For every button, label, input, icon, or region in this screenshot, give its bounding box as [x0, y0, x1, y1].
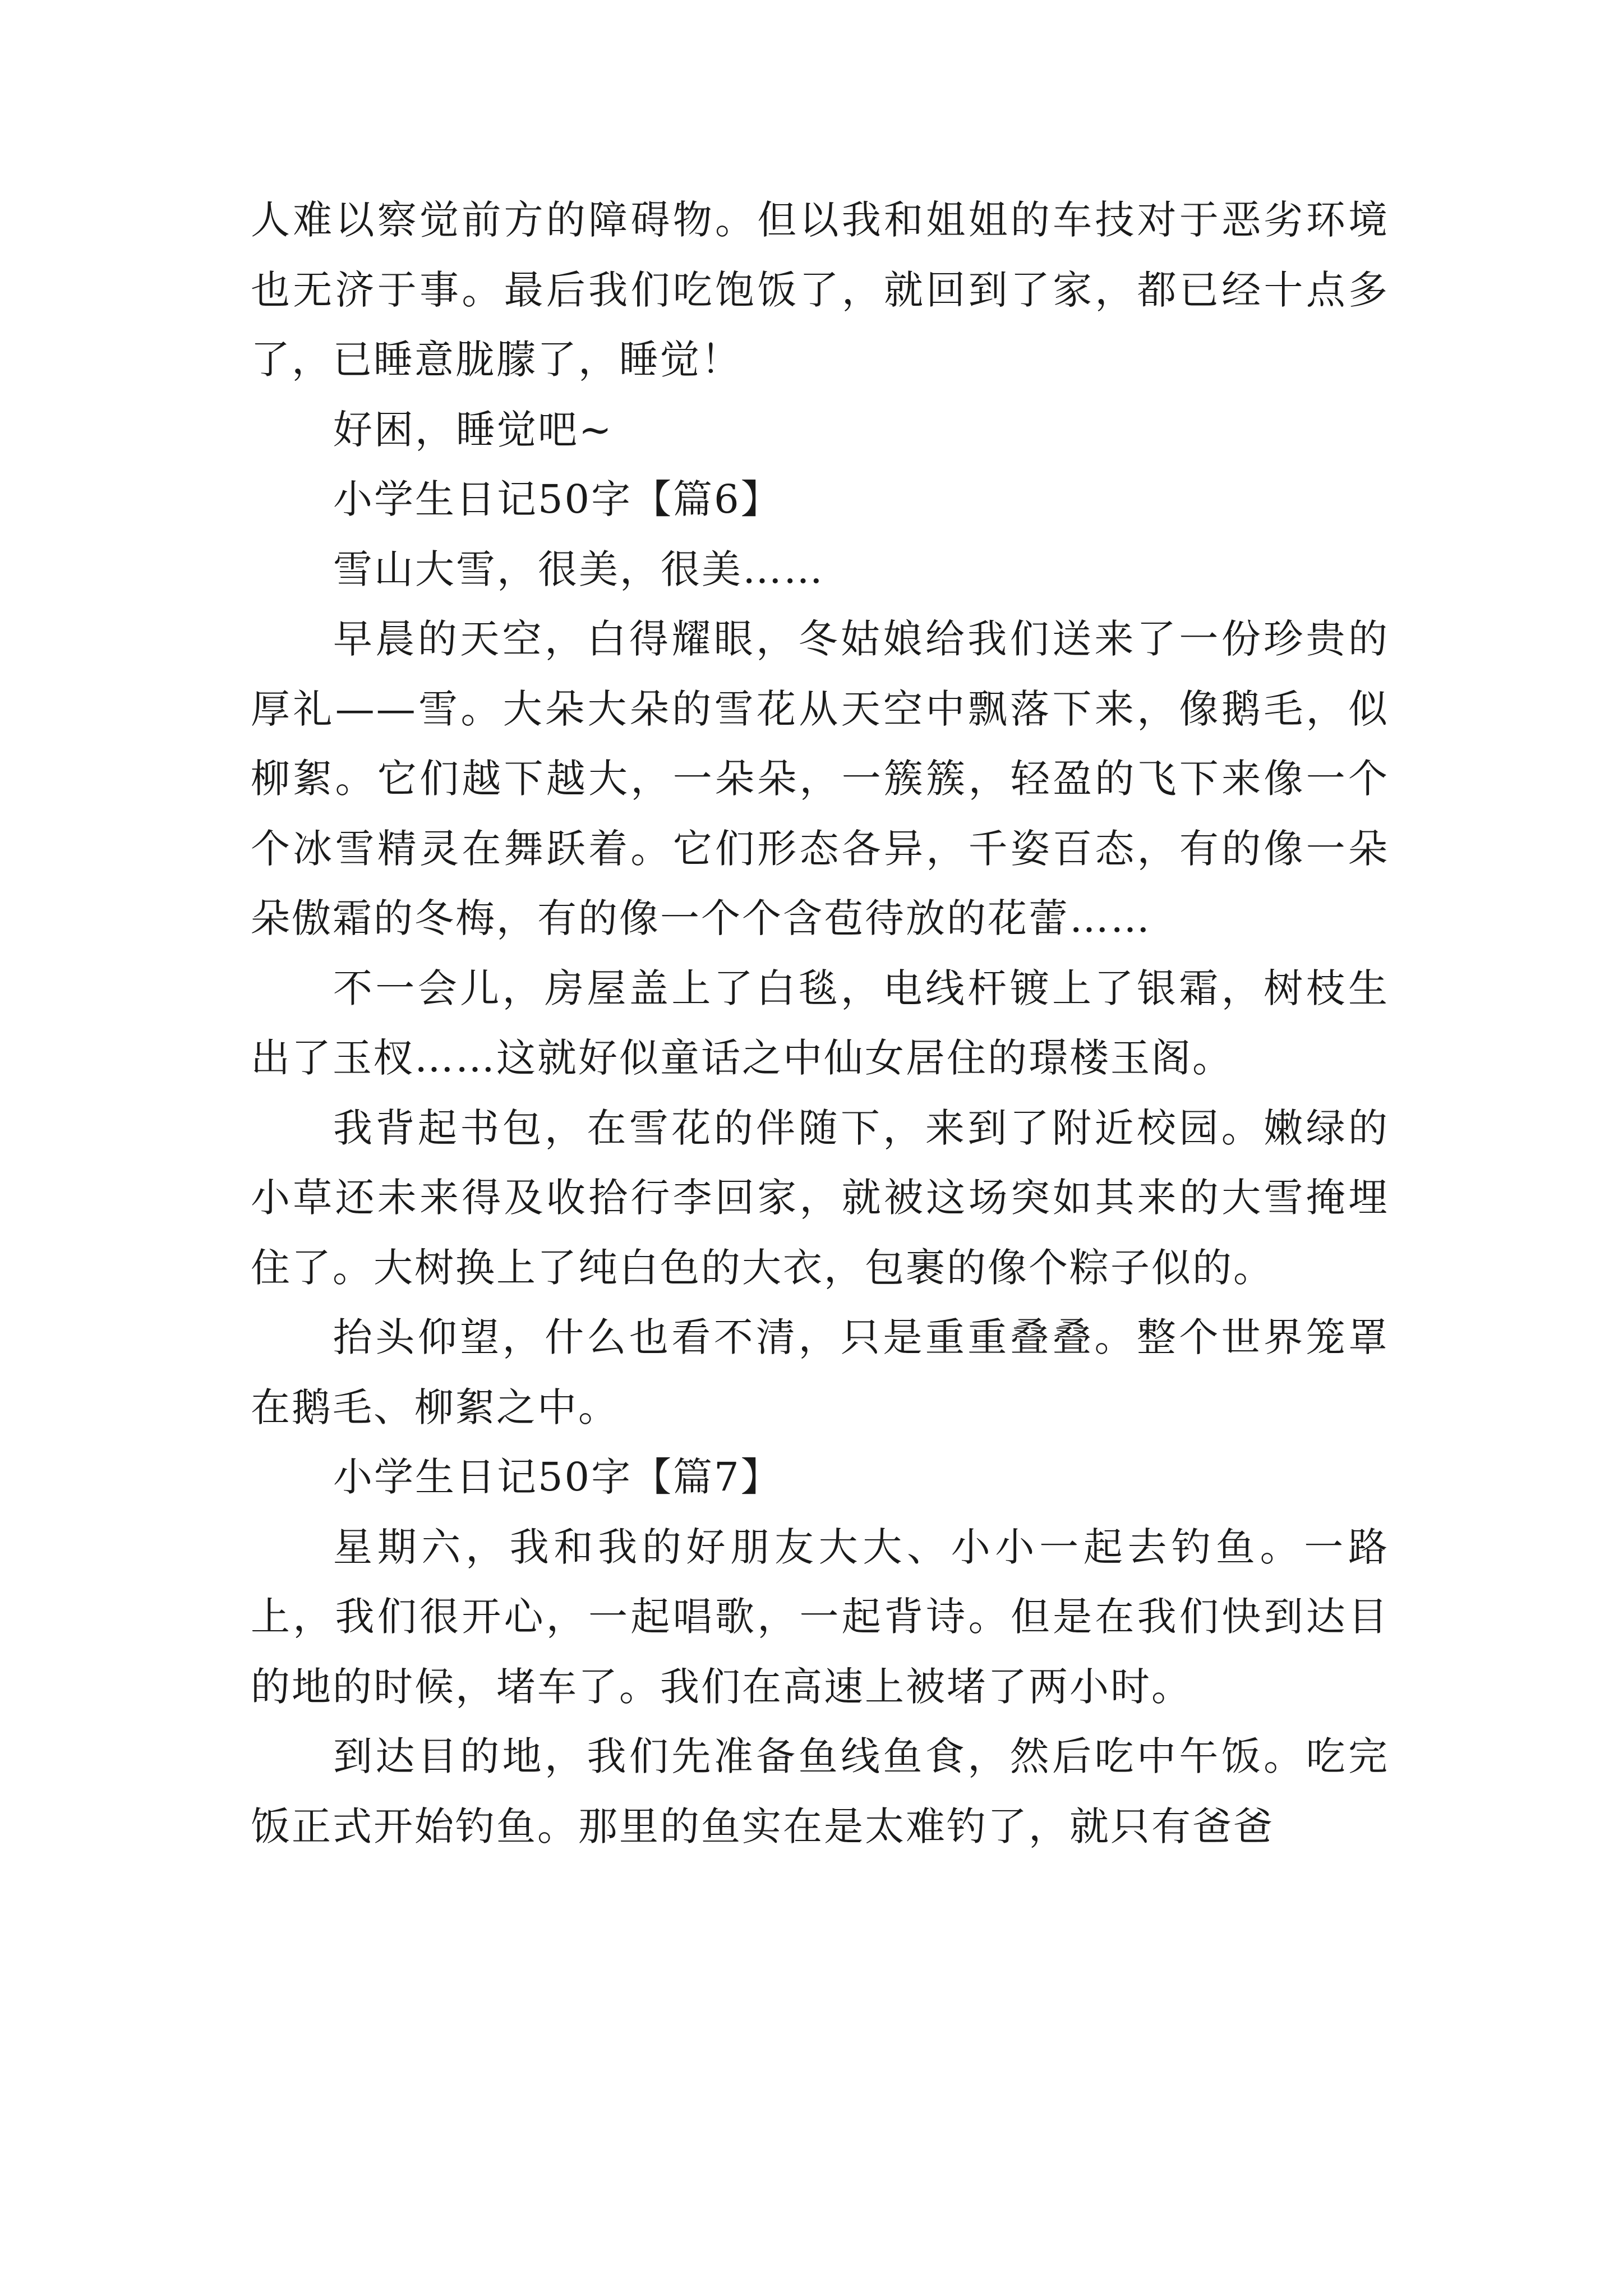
paragraph: 不一会儿，房屋盖上了白毯，电线杆镀上了银霜，树枝生出了玉杈……这就好似童话之中仙女居住的璟楼玉阁。: [251, 965, 1389, 1081]
paragraph: 我背起书包，在雪花的伴随下，来到了附近校园。嫩绿的小草还未来得及收拾行李回家，就被这场突如其来的大雪掩埋住了。大树换上了纯白色的大衣，包裹的像个粽子似的。: [251, 1105, 1389, 1291]
section-heading-7: 小学生日记50字【篇7】: [333, 1454, 782, 1500]
paragraph: 到达目的地，我们先准备鱼线鱼食，然后吃中午饭。吃完饭正式开始钓鱼。那里的鱼实在是太难钓了，就只有爸爸: [251, 1733, 1389, 1849]
document-body: [251, 185, 1389, 1861]
section-heading-6: 小学生日记50字【篇6】: [333, 476, 782, 522]
paragraph: 星期六，我和我的好朋友大大、小小一起去钓鱼。一路上，我们很开心，一起唱歌，一起背诗。但是在我们快到达目的地的时候，堵车了。我们在高速上被堵了两小时。: [251, 1524, 1389, 1710]
paragraph-continued: 人难以察觉前方的障碍物。但以我和姐姐的车技对于恶劣环境也无济于事。最后我们吃饱饭了，就回到了家，都已经十点多了，已睡意胧朦了，睡觉！: [251, 197, 1389, 383]
paragraph: 好困，睡觉吧~: [333, 406, 614, 453]
paragraph: 早晨的天空，白得耀眼，冬姑娘给我们送来了一份珍贵的厚礼——雪。大朵大朵的雪花从天空中飘落下来，像鹅毛，似柳絮。它们越下越大，一朵朵，一簇簇，轻盈的飞下来像一个个冰雪精灵在舞跃着。它们形态各异，千姿百态，有的像一朵朵傲霜的冬梅，有的像一个个含苞待放的花蕾……: [251, 616, 1389, 941]
paragraph: 雪山大雪，很美，很美……: [333, 546, 824, 592]
paragraph: 抬头仰望，什么也看不清，只是重重叠叠。整个世界笼罩在鹅毛、柳絮之中。: [251, 1314, 1389, 1430]
